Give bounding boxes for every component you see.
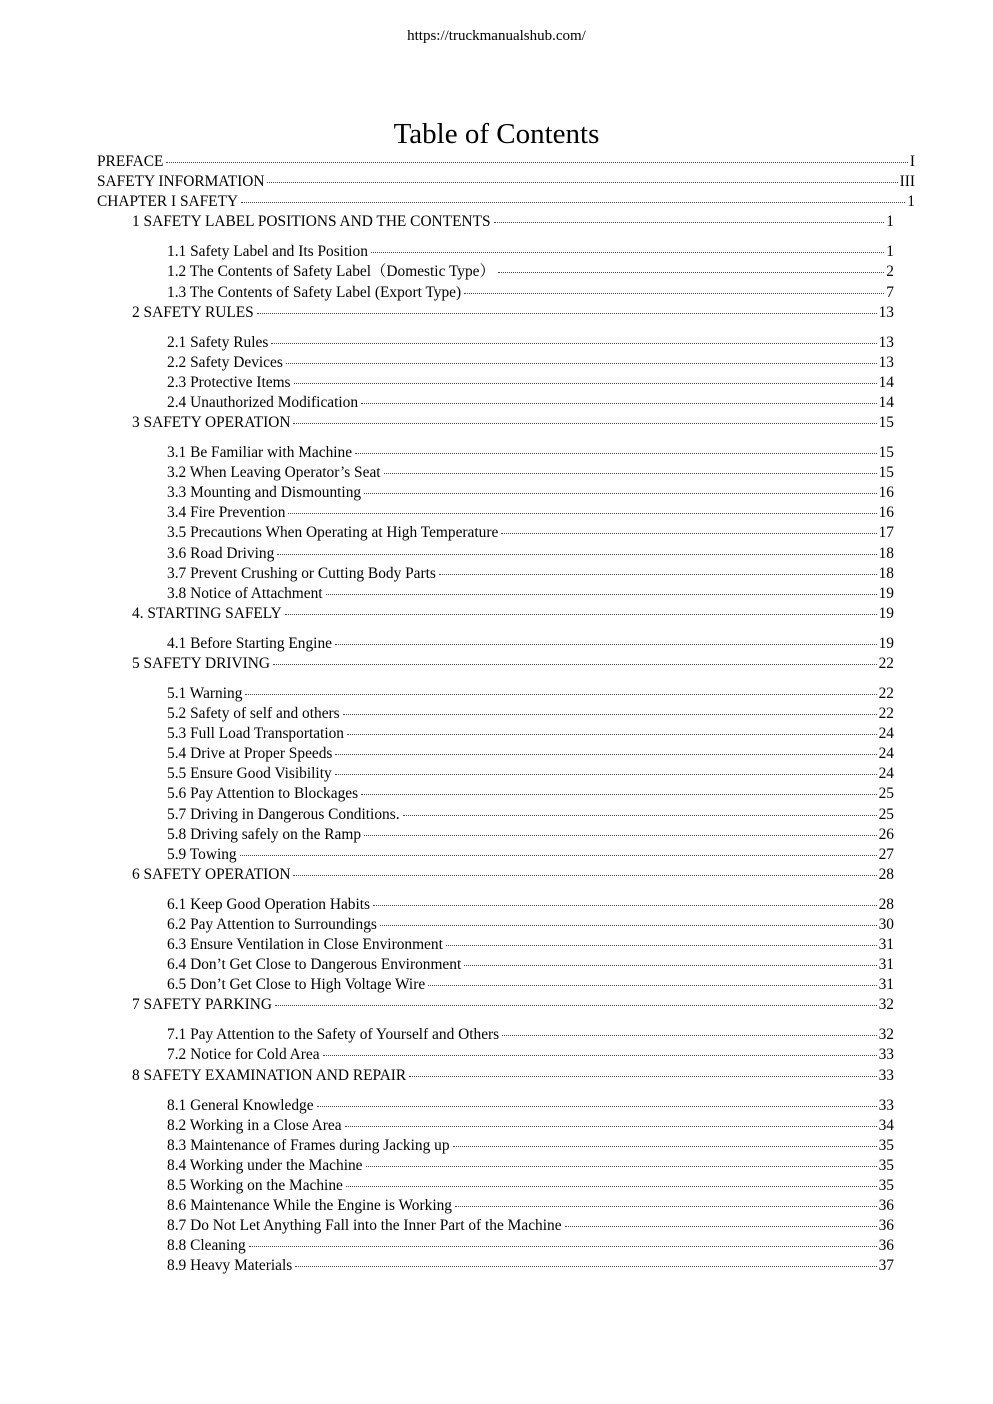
toc-leader-dots: [355, 453, 877, 454]
toc-entry[interactable]: [167, 333, 894, 353]
toc-entry[interactable]: [167, 523, 894, 543]
toc-entry[interactable]: [132, 303, 894, 323]
toc-entry-label: 8.1 General Knowledge: [167, 1096, 314, 1114]
toc-entry-label: 4. STARTING SAFELY: [132, 604, 282, 622]
toc-entry-page: 35: [878, 1156, 894, 1174]
toc-entry-label: 3.7 Prevent Crushing or Cutting Body Parts: [167, 564, 436, 582]
toc-entry-page: 24: [878, 745, 894, 763]
toc-entry-page: 31: [878, 956, 894, 974]
toc-entry[interactable]: [132, 604, 894, 624]
toc-entry-page: 37: [878, 1257, 894, 1275]
toc-entry-page: 2: [886, 263, 894, 281]
toc-entry-page: 32: [878, 1026, 894, 1044]
toc-entry-page: 22: [878, 684, 894, 702]
toc-entry-label: 8.6 Maintenance While the Engine is Working: [167, 1197, 452, 1214]
toc-entry-label: 1.2 The Contents of Safety Label（Domestic Type）: [167, 263, 495, 281]
toc-entry-label: 5.6 Pay Attention to Blockages: [167, 785, 359, 803]
toc-entry-label: CHAPTER I SAFETY: [97, 193, 239, 211]
toc-leader-dots: [285, 614, 877, 615]
toc-entry-label: 1.3 The Contents of Safety Label (Export Type): [167, 283, 462, 301]
toc-entry-page: 35: [878, 1136, 894, 1154]
toc-entry-label: 5.3 Full Load Transportation: [167, 725, 344, 743]
toc-entry-label: 5 SAFETY DRIVING: [132, 654, 270, 672]
toc-entry-page: 31: [878, 936, 894, 953]
toc-leader-dots: [464, 293, 884, 294]
toc-entry[interactable]: [167, 1196, 894, 1216]
toc-leader-dots: [335, 774, 877, 775]
toc-leader-dots: [364, 835, 877, 836]
toc-entry-page: 19: [878, 634, 894, 652]
toc-entry[interactable]: [167, 744, 894, 764]
page-title: Table of Contents: [393, 118, 600, 150]
toc-entry-label: 2 SAFETY RULES: [132, 303, 254, 321]
toc-leader-dots: [317, 1106, 877, 1107]
toc-entry-label: 2.1 Safety Rules: [167, 333, 269, 351]
toc-entry-page: 28: [878, 865, 894, 883]
toc-entry[interactable]: [167, 1116, 894, 1136]
toc-entry[interactable]: [167, 262, 894, 282]
toc-entry-label: 7.2 Notice for Cold Area: [167, 1046, 320, 1064]
toc-leader-dots: [271, 343, 876, 344]
toc-entry[interactable]: [167, 895, 894, 915]
toc-leader-dots: [326, 594, 877, 595]
toc-entry[interactable]: [167, 1045, 894, 1065]
toc-entry-page: 17: [878, 524, 894, 542]
toc-entry-page: 14: [878, 393, 894, 411]
toc-entry-page: 18: [878, 544, 894, 562]
toc-leader-dots: [428, 985, 876, 986]
toc-entry-page: 16: [878, 504, 894, 522]
toc-entry-label: 1 SAFETY LABEL POSITIONS AND THE CONTENTS: [132, 213, 491, 231]
toc-entry-page: 24: [878, 725, 894, 743]
toc-entry[interactable]: [167, 443, 894, 463]
toc-entry-page: 16: [878, 484, 894, 502]
toc-entry-label: 5.4 Drive at Proper Speeds: [167, 745, 333, 763]
toc-leader-dots: [373, 905, 877, 906]
toc-leader-dots: [249, 1246, 877, 1247]
toc-entry-page: 19: [878, 604, 894, 622]
toc-entry[interactable]: [167, 684, 894, 704]
toc-entry-page: 31: [878, 976, 894, 994]
toc-entry[interactable]: [167, 544, 894, 564]
toc-entry[interactable]: [97, 152, 915, 172]
toc-entry-label: 7 SAFETY PARKING: [132, 996, 272, 1014]
toc-entry[interactable]: [132, 413, 894, 433]
toc-entry-page: 18: [878, 564, 894, 582]
toc-leader-dots: [323, 1055, 877, 1056]
toc-leader-dots: [346, 1186, 877, 1187]
toc-entry-page: 19: [878, 584, 894, 602]
toc-entry-label: SAFETY INFORMATION: [97, 173, 265, 191]
toc-entry-page: 24: [878, 765, 894, 783]
toc-entry[interactable]: [132, 865, 894, 885]
toc-entry-label: 3.1 Be Familiar with Machine: [167, 444, 353, 461]
toc-entry-label: 5.9 Towing: [167, 845, 237, 863]
toc-entry[interactable]: [167, 242, 894, 262]
toc-entry-page: 25: [878, 785, 894, 803]
toc-entry-page: 25: [878, 805, 894, 823]
toc-entry-label: 6.1 Keep Good Operation Habits: [167, 895, 371, 913]
toc-entry[interactable]: [167, 975, 894, 995]
toc-entry-label: 5.5 Ensure Good Visibility: [167, 765, 332, 783]
toc-entry[interactable]: [167, 724, 894, 744]
toc-entry-label: 8.7 Do Not Let Anything Fall into the Inner Part of the Machine: [167, 1217, 562, 1235]
toc-entry-page: 36: [878, 1237, 894, 1255]
toc-entry-page: 1: [886, 213, 894, 231]
toc-entry-page: III: [899, 173, 915, 191]
toc-entry-page: 13: [878, 303, 894, 321]
toc-entry[interactable]: [167, 483, 894, 503]
toc-leader-dots: [293, 423, 876, 424]
toc-entry-label: 5.1 Warning: [167, 684, 243, 702]
toc-leader-dots: [455, 1206, 877, 1207]
toc-entry[interactable]: [132, 995, 894, 1015]
toc-leader-dots: [345, 1126, 877, 1127]
toc-entry[interactable]: [167, 1176, 894, 1196]
toc-entry-label: 3.2 When Leaving Operator’s Seat: [167, 464, 381, 482]
toc-entry[interactable]: [167, 283, 894, 303]
toc-leader-dots: [273, 664, 877, 665]
toc-leader-dots: [464, 965, 876, 966]
toc-leader-dots: [366, 1166, 877, 1167]
toc-leader-dots: [498, 272, 884, 273]
toc-leader-dots: [343, 714, 877, 715]
toc-entry[interactable]: [167, 784, 894, 804]
toc-leader-dots: [166, 162, 907, 163]
toc-leader-dots: [294, 383, 877, 384]
toc-entry[interactable]: [167, 564, 894, 584]
toc-entry-label: 3 SAFETY OPERATION: [132, 414, 291, 431]
toc-entry-page: 27: [878, 845, 894, 863]
toc-entry-label: PREFACE: [97, 153, 164, 170]
toc-leader-dots: [277, 554, 876, 555]
toc-entry-page: 36: [878, 1197, 894, 1214]
toc-entry-label: 5.2 Safety of self and others: [167, 705, 340, 722]
toc-leader-dots: [364, 493, 877, 494]
toc-leader-dots: [267, 182, 897, 183]
toc-entry[interactable]: [167, 503, 894, 523]
toc-entry[interactable]: [167, 955, 894, 975]
toc-entry-label: 8 SAFETY EXAMINATION AND REPAIR: [132, 1066, 407, 1084]
toc-entry-page: 34: [878, 1116, 894, 1134]
toc-entry-page: 14: [878, 373, 894, 391]
toc-leader-dots: [501, 533, 876, 534]
toc-entry[interactable]: [167, 373, 894, 393]
toc-leader-dots: [565, 1226, 877, 1227]
toc-entry[interactable]: [167, 1025, 894, 1045]
toc-entry-page: 28: [878, 895, 894, 913]
toc-entry-label: 2.4 Unauthorized Modification: [167, 393, 359, 411]
toc-entry-page: 36: [878, 1217, 894, 1235]
toc-leader-dots: [446, 945, 877, 946]
toc-leader-dots: [347, 734, 877, 735]
toc-leader-dots: [361, 403, 877, 404]
toc-entry-label: 2.2 Safety Devices: [167, 353, 283, 371]
toc-leader-dots: [293, 875, 876, 876]
toc-entry-label: 6.5 Don’t Get Close to High Voltage Wire: [167, 976, 426, 994]
toc-leader-dots: [257, 313, 877, 314]
toc-entry[interactable]: [167, 393, 894, 413]
toc-entry-page: 15: [878, 464, 894, 482]
toc-entry-page: 22: [878, 654, 894, 672]
toc-leader-dots: [409, 1076, 876, 1077]
toc-leader-dots: [240, 855, 877, 856]
toc-entry-page: 32: [878, 996, 894, 1014]
toc-entry[interactable]: [97, 192, 915, 212]
toc-entry-page: 26: [878, 825, 894, 843]
toc-entry-label: 2.3 Protective Items: [167, 373, 291, 391]
toc-entry-label: 6.3 Ensure Ventilation in Close Environment: [167, 936, 443, 953]
toc-entry[interactable]: [167, 1236, 894, 1256]
toc-entry[interactable]: [132, 1066, 894, 1086]
toc-leader-dots: [241, 202, 905, 203]
toc-leader-dots: [453, 1146, 877, 1147]
toc-entry-page: 1: [907, 193, 915, 211]
toc-entry-page: I: [909, 153, 915, 170]
toc-entry-page: 13: [878, 353, 894, 371]
toc-leader-dots: [494, 222, 885, 223]
toc-entry[interactable]: [167, 463, 894, 483]
toc-entry-label: 8.3 Maintenance of Frames during Jacking up: [167, 1136, 450, 1154]
toc-leader-dots: [439, 574, 877, 575]
toc-entry[interactable]: [132, 654, 894, 674]
toc-leader-dots: [361, 794, 877, 795]
toc-entry-label: 3.3 Mounting and Dismounting: [167, 484, 362, 502]
toc-entry[interactable]: [167, 634, 894, 654]
toc-entry-page: 1: [886, 243, 894, 261]
toc-entry-label: 8.5 Working on the Machine: [167, 1176, 343, 1194]
toc-entry-page: 33: [878, 1096, 894, 1114]
toc-entry-label: 3.5 Precautions When Operating at High Temperature: [167, 524, 499, 542]
toc-leader-dots: [403, 815, 877, 816]
toc-entry-label: 3.8 Notice of Attachment: [167, 584, 323, 602]
toc-entry-label: 6.2 Pay Attention to Surroundings: [167, 915, 377, 933]
toc-entry[interactable]: [167, 915, 894, 935]
toc-entry-page: 7: [886, 283, 894, 301]
toc-leader-dots: [502, 1035, 876, 1036]
toc-entry[interactable]: [167, 704, 894, 724]
toc-entry-label: 3.4 Fire Prevention: [167, 504, 286, 522]
toc-entry-page: 15: [878, 414, 894, 431]
toc-entry-label: 3.6 Road Driving: [167, 544, 275, 562]
toc-leader-dots: [288, 513, 876, 514]
toc-leader-dots: [380, 925, 877, 926]
toc-entry-label: 7.1 Pay Attention to the Safety of Yourself and Others: [167, 1026, 500, 1044]
header-url: https://truckmanualshub.com/: [407, 28, 586, 44]
toc-entry-page: 15: [878, 444, 894, 461]
toc-entry-page: 35: [878, 1176, 894, 1194]
toc-entry[interactable]: [167, 935, 894, 955]
toc-entry-page: 33: [878, 1046, 894, 1064]
toc-entry-label: 8.8 Cleaning: [167, 1237, 246, 1255]
toc-entry-label: 5.7 Driving in Dangerous Conditions.: [167, 805, 400, 823]
toc-leader-dots: [335, 754, 876, 755]
toc-entry[interactable]: [167, 825, 894, 845]
toc-entry[interactable]: [167, 764, 894, 784]
toc-entry-label: 1.1 Safety Label and Its Position: [167, 243, 368, 261]
toc-entry-label: 8.9 Heavy Materials: [167, 1257, 293, 1275]
toc-leader-dots: [275, 1005, 877, 1006]
toc-entry[interactable]: [167, 845, 894, 865]
toc-leader-dots: [384, 473, 877, 474]
toc-entry-label: 5.8 Driving safely on the Ramp: [167, 825, 362, 843]
toc-entry-label: 8.4 Working under the Machine: [167, 1156, 363, 1174]
toc-entry-label: 6 SAFETY OPERATION: [132, 865, 291, 883]
toc-leader-dots: [245, 694, 876, 695]
toc-leader-dots: [371, 252, 884, 253]
toc-entry-page: 30: [878, 915, 894, 933]
toc-entry-page: 13: [878, 333, 894, 351]
toc-entry[interactable]: [167, 1136, 894, 1156]
toc-entry[interactable]: [167, 1216, 894, 1236]
toc-entry-label: 4.1 Before Starting Engine: [167, 634, 332, 652]
toc-leader-dots: [335, 644, 877, 645]
toc-entry[interactable]: [167, 1256, 894, 1276]
toc-entry[interactable]: [132, 212, 894, 232]
toc-entry-page: 33: [878, 1066, 894, 1084]
toc-entry[interactable]: [167, 1156, 894, 1176]
toc-entry[interactable]: [167, 805, 894, 825]
toc-entry-page: 22: [878, 705, 894, 722]
toc-entry[interactable]: [97, 172, 915, 192]
toc-entry[interactable]: [167, 584, 894, 604]
toc-entry-label: 8.2 Working in a Close Area: [167, 1116, 342, 1134]
toc-entry[interactable]: [167, 1096, 894, 1116]
toc-leader-dots: [286, 363, 877, 364]
toc-entry-label: 6.4 Don’t Get Close to Dangerous Environment: [167, 956, 462, 974]
toc-leader-dots: [295, 1266, 876, 1267]
toc-entry[interactable]: [167, 353, 894, 373]
